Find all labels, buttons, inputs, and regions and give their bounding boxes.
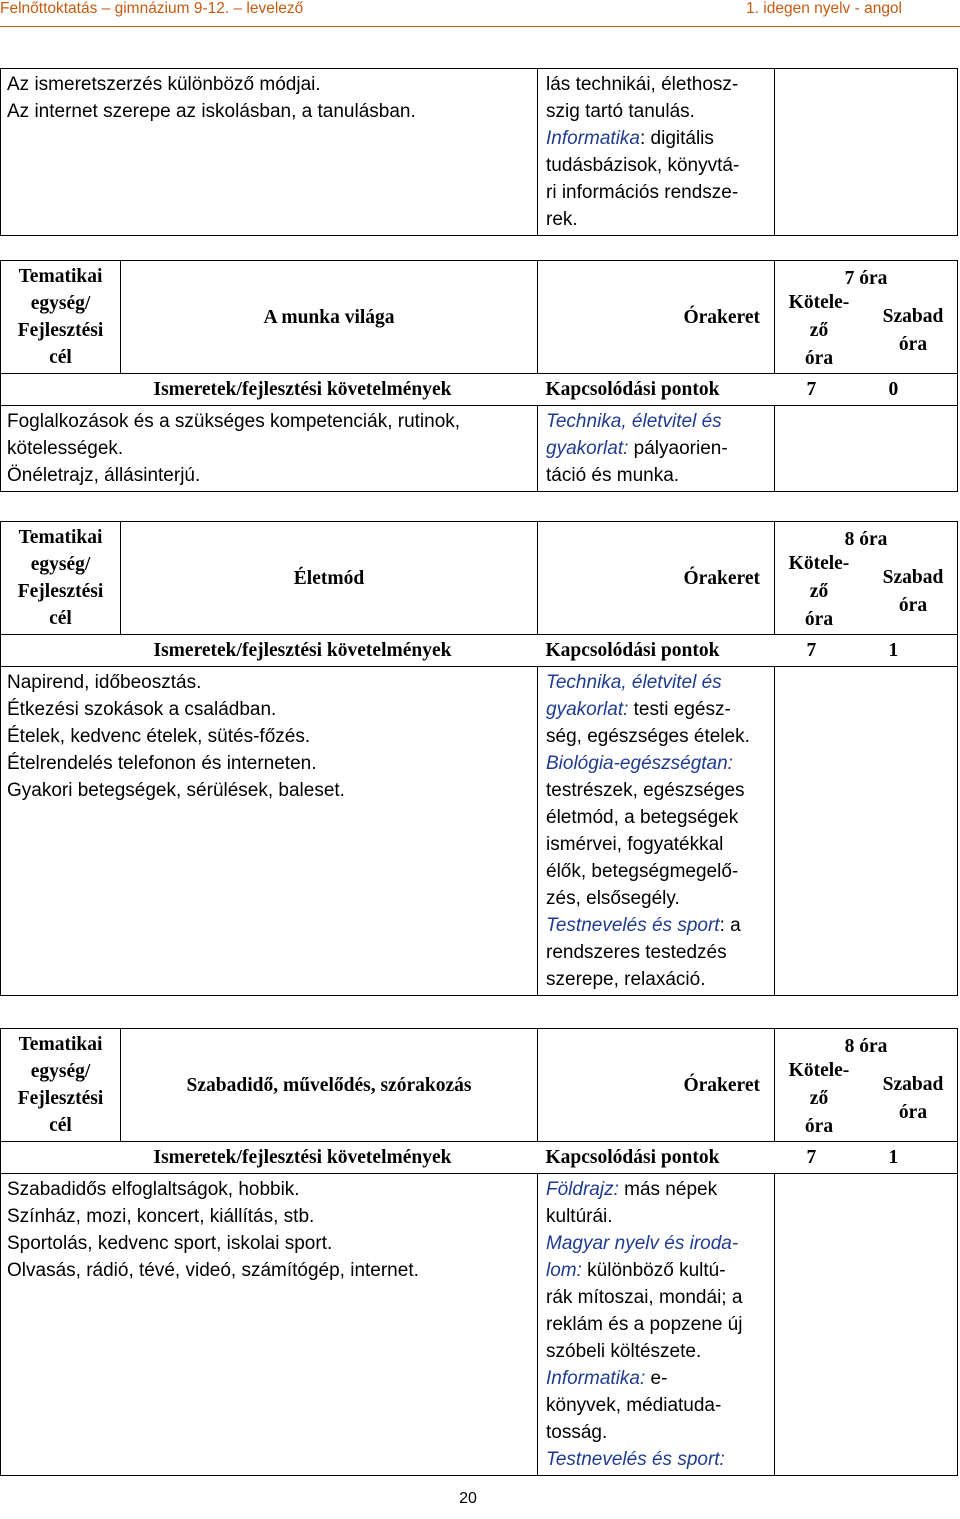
page-number: 20 [459,1490,477,1507]
label-line: egység/ [30,554,91,575]
unit-empty-cell [775,406,958,492]
text-line: Informatika: digitális [546,128,714,149]
label-line: Fejlesztési [17,581,104,602]
tematikai-label [1,522,121,635]
links-heading: Kapcsolódási pontok [538,1142,775,1174]
label-line: cél [49,347,72,368]
page-header [0,0,960,24]
text-line: Földrajz: más népek [546,1179,718,1200]
unit-title: A munka világa [121,261,538,374]
text-line: Az ismeretszerzés különböző módjai. [7,74,321,95]
text-line: Ételrendelés telefonon és interneten. [7,753,317,774]
hour-box [775,1029,958,1142]
text-line: Napirend, időbeosztás. [7,672,202,693]
unit-table [0,260,958,492]
text-line: Testnevelés és sport: [546,1449,725,1470]
orakeret-label: Órakeret [538,261,775,374]
text-line: gyakorlat: pályaorien- [546,438,728,459]
label-line: cél [49,608,72,629]
unit-table [0,521,958,996]
unit-title: Szabadidő, művelődés, szórakozás [121,1029,538,1142]
label-line: Fejlesztési [17,1088,104,1109]
req-mandatory-hours: 7 [775,374,867,406]
tematikai-label [1,1029,121,1142]
top-continuation-table [0,68,958,236]
unit-table [0,1028,958,1476]
requirements-heading: Ismeretek/fejlesztési követelmények [1,1142,538,1174]
text-line: rák mítoszai, mondái; a [546,1287,743,1308]
unit-title: Életmód [121,522,538,635]
label-line: egység/ [30,293,91,314]
links-heading: Kapcsolódási pontok [538,374,775,406]
text-line: Színház, mozi, koncert, kiállítás, stb. [7,1206,315,1227]
text-line: Önéletrajz, állásinterjú. [7,465,201,486]
text-line: rek. [546,209,578,230]
text-line: zés, elsősegély. [546,888,680,909]
text-line: kultúrái. [546,1206,613,1227]
unit-empty-cell [775,1174,958,1476]
text-line: lom: különböző kultú- [546,1260,726,1281]
text-line: Informatika: e- [546,1368,668,1389]
req-free-hours: 0 [867,374,958,406]
total-hours: 8 óra [844,529,888,550]
text-line: Gyakori betegségek, sérülések, baleset. [7,780,345,801]
mandatory-label: Kötele- ző óra [788,1060,850,1137]
hour-box [775,522,958,635]
text-line: Technika, életvitel és [546,672,722,693]
label-line: Tematikai [18,527,103,548]
text-line: élők, betegségmegelő- [546,861,739,882]
text-line: tosság. [546,1422,608,1443]
text-line: könyvek, médiatuda- [546,1395,722,1416]
top-mid-cell [538,69,775,236]
total-hours: 7 óra [844,268,888,289]
text-line: Biológia-egészségtan: [546,753,733,774]
req-free-hours: 1 [867,635,958,667]
text-line: életmód, a betegségek [546,807,739,828]
text-line: Testnevelés és sport: a [546,915,741,936]
unit-content-cell [1,667,538,996]
text-line: ismérvei, fogyatékkal [546,834,724,855]
label-line: egység/ [30,1061,91,1082]
unit-links-cell [538,1174,775,1476]
text-line: Olvasás, rádió, tévé, videó, számítógép, internet. [7,1260,419,1281]
req-mandatory-hours: 7 [775,635,867,667]
text-line: Sportolás, kedvenc sport, iskolai sport. [7,1233,333,1254]
text-line: ség, egészséges ételek. [546,726,750,747]
text-line: ri információs rendsze- [546,182,739,203]
text-line: Technika, életvitel és [546,411,722,432]
text-line: rendszeres testedzés [546,942,727,963]
text-line: reklám és a popzene új [546,1314,743,1335]
text-line: Szabadidős elfoglaltságok, hobbik. [7,1179,300,1200]
text-line: Az internet szerepe az iskolásban, a tanulásban. [7,101,416,122]
text-line: Étkezési szokások a családban. [7,699,277,720]
links-heading: Kapcsolódási pontok [538,635,775,667]
req-mandatory-hours: 7 [775,1142,867,1174]
unit-content-cell [1,1174,538,1476]
text-line: táció és munka. [546,465,680,486]
text-line: Foglalkozások és a szükséges kompetenciák, rutinok, [7,411,461,432]
total-hours: 8 óra [844,1036,888,1057]
label-line: Tematikai [18,266,103,287]
requirements-heading: Ismeretek/fejlesztési követelmények [1,374,538,406]
text-line: Magyar nyelv és iroda- [546,1233,739,1254]
free-label: Szabad óra [882,1074,944,1123]
requirements-heading: Ismeretek/fejlesztési követelmények [1,635,538,667]
text-line: szig tartó tanulás. [546,101,695,122]
text-line: gyakorlat: testi egész- [546,699,731,720]
header-left: Felnőttoktatás – gimnázium 9-12. – levelező [0,0,304,17]
text-line: testrészek, egészséges [546,780,745,801]
unit-links-cell [538,667,775,996]
label-line: Fejlesztési [17,320,104,341]
text-line: Ételek, kedvenc ételek, sütés-főzés. [7,726,311,747]
text-line: tudásbázisok, könyvtá- [546,155,740,176]
text-line: lás technikái, élethosz- [546,74,739,95]
tematikai-label [1,261,121,374]
unit-content-cell [1,406,538,492]
text-line: szerepe, relaxáció. [546,969,706,990]
label-line: cél [49,1115,72,1136]
top-right-cell [775,69,958,236]
req-free-hours: 1 [867,1142,958,1174]
orakeret-label: Órakeret [538,1029,775,1142]
text-line: kötelességek. [7,438,124,459]
free-label: Szabad óra [882,567,944,616]
text-line: szóbeli költészete. [546,1341,702,1362]
mandatory-label: Kötele- ző óra [788,553,850,630]
mandatory-label: Kötele- ző óra [788,292,850,369]
free-label: Szabad óra [882,306,944,355]
hour-box [775,261,958,374]
unit-links-cell [538,406,775,492]
label-line: Tematikai [18,1034,103,1055]
orakeret-label: Órakeret [538,522,775,635]
unit-empty-cell [775,667,958,996]
header-rule [0,26,960,27]
top-left-cell [1,69,538,236]
header-right: 1. idegen nyelv - angol [746,0,902,17]
